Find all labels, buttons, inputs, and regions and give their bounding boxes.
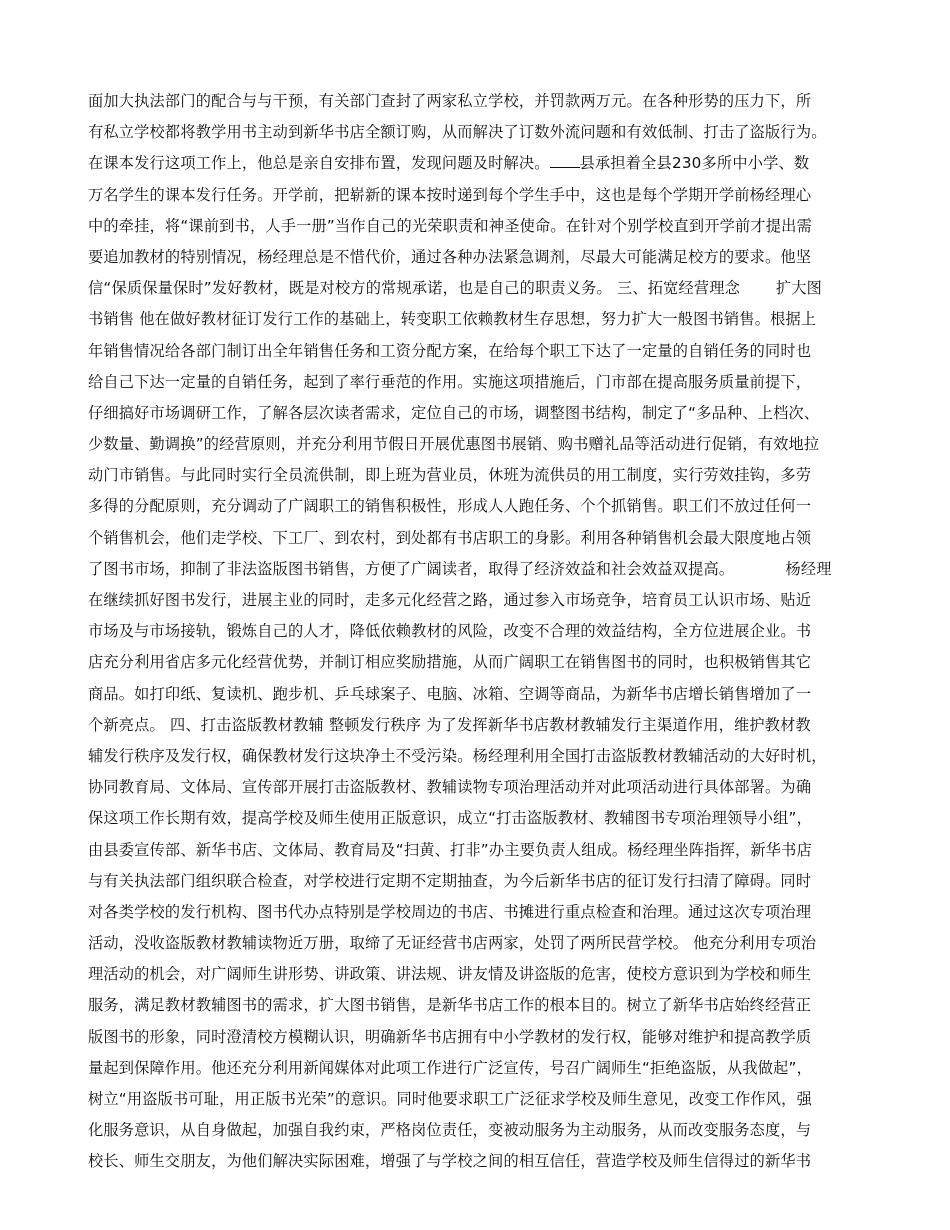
text-line: [88, 148, 864, 179]
text-line: 协同教育局、文体局、宣传部开展打击盗版教材、教辅读物专项治理活动并对此项活动进行具体部署。为确: [88, 778, 812, 797]
text-line: 中的牵挂，将“课前到书，人手一册”当作自己的光荣职责和神圣使命。在针对个别学校直到开学前才提出需: [88, 216, 812, 235]
text-line: 仔细搞好市场调研工作，了解各层次读者需求，定位自己的市场，调整图书结构，制定了“多品种、上档次、: [88, 403, 820, 422]
text-line: 服务，满足教材教辅图书的需求，扩大图书销售，是新华书店工作的根本目的。树立了新华书店始终经营正: [88, 996, 812, 1015]
text-line: 书销售 他在做好教材征订发行工作的基础上，转变职工依赖教材生存思想，努力扩大一般图书销售。根据上: [88, 310, 817, 329]
text-line: 了图书市场，抑制了非法盗版图书销售，方便了广阔读者，取得了经济效益和社会效益双提高。 杨经理: [88, 559, 832, 578]
text-segment: 在课本发行这项工作上，他总是亲自安排布置，发现问题及时解决。: [88, 154, 550, 173]
text-line: 校长、师生交朋友，为他们解决实际困难，增强了与学校之间的相互信任，营造学校及师生信得过的新华书: [88, 1152, 812, 1171]
text-line: 量起到保障作用。他还充分利用新闻媒体对此项工作进行广泛宣传，号召广阔师生“拒绝盗版，从我做起”，: [88, 1058, 812, 1077]
text-line: 面加大执法部门的配合与与干预，有关部门查封了两家私立学校，并罚款两万元。在各种形势的压力下，所: [88, 92, 812, 110]
text-line: 多得的分配原则，充分调动了广阔职工的销售积极性，形成人人跑任务、个个抓销售。职工们不放过任何一: [88, 497, 812, 516]
text-line: 化服务意识，从自身做起，加强自我约束，严格岗位责任，变被动服务为主动服务，从而改变服务态度，与: [88, 1121, 812, 1140]
text-line: 给自己下达一定量的自销任务，起到了率行垂范的作用。实施这项措施后，门市部在提高服务质量前提下，: [88, 372, 812, 391]
text-line: 市场及与市场接轨，锻炼自己的人才，降低依赖教材的风险，改变不合理的效益结构，全方位进展企业。书: [88, 622, 812, 641]
document-body: [88, 86, 864, 1178]
text-line: 辅发行秩序及发行权，确保教材发行这块净土不受污染。杨经理利用全国打击盗版教材教辅活动的大好时机，: [88, 746, 827, 765]
text-line: 店充分利用省店多元化经营优势，并制订相应奖励措施，从而广阔职工在销售图书的同时，也积极销售其它: [88, 653, 812, 672]
text-line: 对各类学校的发行机构、图书代办点特别是学校周边的书店、书摊进行重点检查和治理。通过这次专项治理: [88, 902, 812, 921]
text-line: 有私立学校都将教学用书主动到新华书店全额订购，从而解决了订数外流问题和有效低制、打击了盗版行为。: [88, 123, 827, 142]
text-line: 与有关执法部门组织联合检查，对学校进行定期不定期抽查，为今后新华书店的征订发行扫清了障碍。同时: [88, 871, 812, 890]
text-line: 树立“用盗版书可耻，用正版书光荣”的意识。同时他要求职工广泛征求学校及师生意见，改变工作作风，强: [88, 1090, 812, 1108]
text-line: 万名学生的课本发行任务。开学前，把崭新的课本按时递到每个学生手中，这也是每个学期开学前杨经理心: [88, 185, 812, 204]
blank-underline: [550, 153, 580, 168]
text-line: 少数量、勤调换”的经营原则，并充分利用节假日开展优惠图书展销、购书赠礼品等活动进行促销，有效地拉: [88, 435, 820, 454]
text-line: 由县委宣传部、新华书店、文体局、教育局及“扫黄、打非”办主要负责人组成。杨经理坐阵指挥，新华书店: [88, 840, 812, 859]
text-line: 理活动的机会，对广阔师生讲形势、讲政策、讲法规、讲友情及讲盗版的危害，使校方意识到为学校和师生: [88, 965, 812, 984]
text-line: 活动，没收盗版教材教辅读物近万册，取缔了无证经营书店两家，处罚了两所民营学校。 他充分利用专项治: [88, 934, 817, 953]
text-line: 个新亮点。 四、打击盗版教材教辅 整顿发行秩序 为了发挥新华书店教材教辅发行主渠道作用，维护教材教: [88, 715, 811, 734]
text-line: 在继续抓好图书发行，进展主业的同时，走多元化经营之路，通过参入市场竞争，培育员工认识市场、贴近: [88, 591, 812, 609]
text-segment: 县承担着全县230多所中小学、数: [579, 154, 810, 173]
text-line: 版图书的形象，同时澄清校方模糊认识，明确新华书店拥有中小学教材的发行权，能够对维护和提高教学质: [88, 1027, 812, 1046]
text-line: 要追加教材的特别情况，杨经理总是不惜代价，通过各种办法紧急调剂，尽最大可能满足校方的要求。他坚: [88, 247, 812, 266]
text-line: 年销售情况给各部门制订出全年销售任务和工资分配方案，在给每个职工下达了一定量的自销任务的同时也: [88, 341, 812, 360]
text-line: 动门市销售。与此同时实行全员流供制，即上班为营业员，休班为流供员的用工制度，实行劳效挂钩，多劳: [88, 466, 812, 485]
text-line: 个销售机会，他们走学校、下工厂、到农村，到处都有书店职工的身影。利用各种销售机会最大限度地占领: [88, 528, 812, 547]
text-line: 保这项工作长期有效，提高学校及师生使用正版意识，成立“打击盗版教材、教辅图书专项治理领导小组”，: [88, 809, 812, 828]
text-line: 信“保质保量保时”发好教材，既是对校方的常规承诺，也是自己的职责义务。 三、拓宽经营理念 扩大图: [88, 279, 823, 298]
text-line: 商品。如打印纸、复读机、跑步机、乒乓球案子、电脑、冰箱、空调等商品，为新华书店增长销售增加了一: [88, 684, 812, 703]
